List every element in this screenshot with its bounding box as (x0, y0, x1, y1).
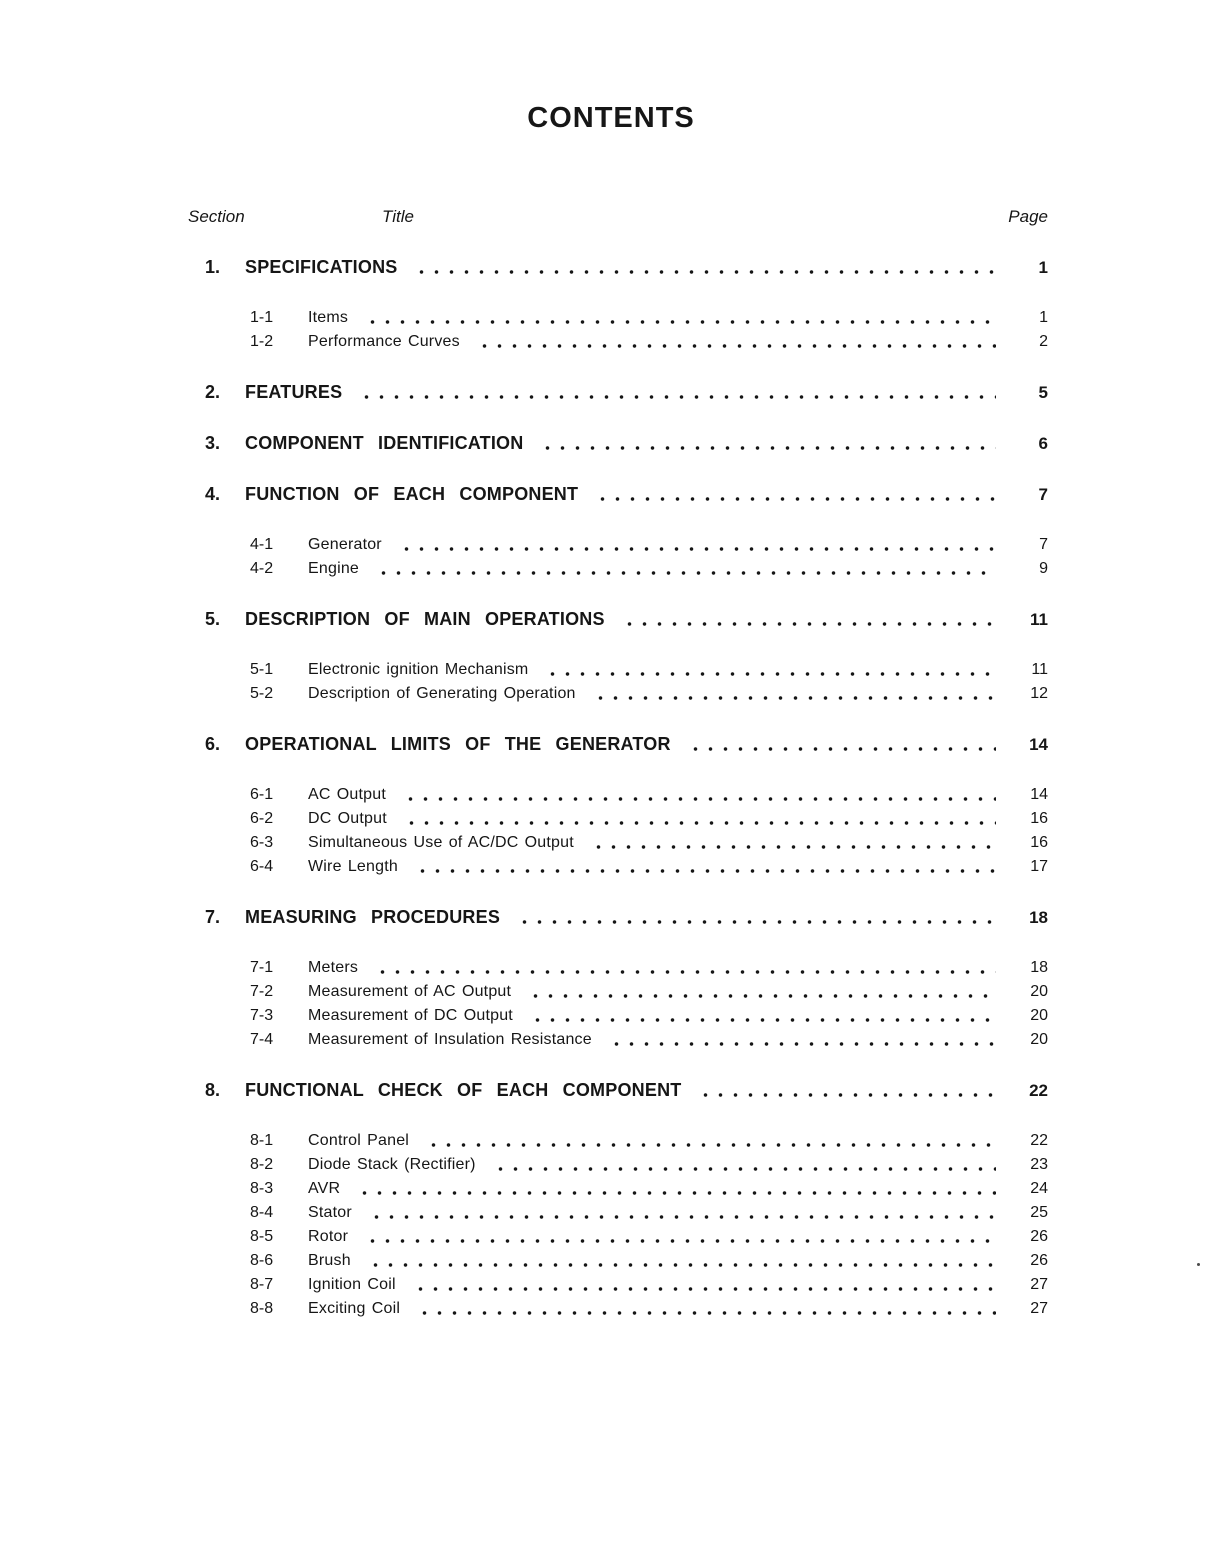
dot-leader (686, 732, 996, 757)
toc-subsection-row (0, 682, 1222, 706)
section-number: 6. (205, 734, 221, 754)
dot-leader (367, 1201, 996, 1225)
dot-leader (620, 607, 996, 632)
subsection-title: Generator (308, 536, 382, 553)
toc-subsection-row (0, 1297, 1222, 1321)
section-title: FUNCTIONAL CHECK OF EACH COMPONENT (245, 1080, 682, 1100)
subsection-number: 8-6 (250, 1252, 274, 1269)
toc-subsection-row (0, 658, 1222, 682)
toc-subsection-row (0, 330, 1222, 354)
subsection-page-number: 14 (1030, 786, 1048, 803)
section-title: OPERATIONAL LIMITS OF THE GENERATOR (245, 734, 671, 754)
section-page-number: 14 (1029, 735, 1048, 754)
section-page-number: 5 (1038, 383, 1048, 402)
toc-subsection-row (0, 956, 1222, 980)
toc-subsection-row (0, 1225, 1222, 1249)
subsection-page-number: 18 (1030, 959, 1048, 976)
toc-subsection-row (0, 1201, 1222, 1225)
subsection-number: 7-3 (250, 1007, 274, 1024)
subsection-title: AVR (308, 1180, 341, 1197)
subsection-page-number: 1 (1039, 309, 1048, 326)
toc-subsection-row (0, 1129, 1222, 1153)
subsection-page-number: 24 (1030, 1180, 1048, 1197)
dot-leader (424, 1129, 996, 1153)
section-number: 3. (205, 433, 221, 453)
section-title: MEASURING PROCEDURES (245, 907, 501, 927)
subsection-page-number: 17 (1030, 858, 1048, 875)
subsection-title: Brush (308, 1252, 351, 1269)
column-header-title: Title (382, 207, 414, 226)
subsection-title: Items (308, 309, 349, 326)
section-number: 5. (205, 609, 221, 629)
subsection-number: 6-2 (250, 810, 274, 827)
column-header-page: Page (1008, 207, 1048, 226)
subsection-number: 7-4 (250, 1031, 274, 1048)
section-number: 7. (205, 907, 221, 927)
dot-leader (415, 1297, 996, 1321)
subsection-page-number: 20 (1030, 1031, 1048, 1048)
subsection-number: 8-2 (250, 1156, 274, 1173)
toc-subsection-row (0, 1153, 1222, 1177)
toc-section-row (0, 905, 1222, 930)
page-title: CONTENTS (527, 102, 695, 134)
subsection-page-number: 27 (1030, 1300, 1048, 1317)
subsection-number: 5-1 (250, 661, 274, 678)
section-number: 4. (205, 484, 221, 504)
subsection-number: 7-1 (250, 959, 274, 976)
subsection-page-number: 27 (1030, 1276, 1048, 1293)
section-title: FEATURES (245, 382, 343, 402)
dot-leader (355, 1177, 996, 1201)
subsection-title: Description of Generating Operation (308, 685, 576, 702)
section-page-number: 6 (1038, 434, 1048, 453)
subsection-page-number: 11 (1031, 661, 1048, 678)
toc-subsection-row (0, 855, 1222, 879)
dot-leader (538, 431, 996, 456)
subsection-title: Measurement of Insulation Resistance (308, 1031, 592, 1048)
subsection-page-number: 22 (1030, 1132, 1048, 1149)
section-page-number: 1 (1038, 258, 1048, 277)
toc-subsection-group (0, 533, 1222, 581)
toc-section-row (0, 1078, 1222, 1103)
dot-leader (374, 557, 996, 581)
dot-leader (696, 1078, 996, 1103)
subsection-page-number: 2 (1039, 333, 1048, 350)
dot-leader (589, 831, 996, 855)
subsection-title: Measurement of DC Output (308, 1007, 513, 1024)
dot-leader (515, 905, 996, 930)
toc-section-row (0, 431, 1222, 456)
dot-leader (366, 1249, 996, 1273)
section-page-number: 11 (1030, 610, 1048, 629)
subsection-title: AC Output (308, 786, 387, 803)
toc-subsection-group (0, 1129, 1222, 1321)
subsection-page-number: 7 (1039, 536, 1048, 553)
subsection-title: Ignition Coil (308, 1276, 396, 1293)
subsection-page-number: 25 (1030, 1204, 1048, 1221)
toc-subsection-row (0, 306, 1222, 330)
toc-subsection-row (0, 831, 1222, 855)
subsection-page-number: 20 (1030, 983, 1048, 1000)
section-title: SPECIFICATIONS (245, 257, 398, 277)
subsection-number: 6-3 (250, 834, 274, 851)
dot-leader (402, 807, 996, 831)
subsection-page-number: 20 (1030, 1007, 1048, 1024)
subsection-page-number: 16 (1030, 810, 1048, 827)
subsection-title: DC Output (308, 810, 387, 827)
toc-section-row (0, 255, 1222, 280)
dot-leader (411, 1273, 996, 1297)
toc-subsection-row (0, 1028, 1222, 1052)
subsection-title: Exciting Coil (308, 1300, 401, 1317)
subsection-page-number: 9 (1039, 560, 1048, 577)
toc-subsection-row (0, 783, 1222, 807)
subsection-number: 5-2 (250, 685, 274, 702)
subsection-page-number: 16 (1030, 834, 1048, 851)
section-title: FUNCTION OF EACH COMPONENT (245, 484, 579, 504)
dot-leader (412, 255, 996, 280)
dot-leader (607, 1028, 996, 1052)
subsection-number: 8-5 (250, 1228, 274, 1245)
toc-subsection-row (0, 557, 1222, 581)
section-title: COMPONENT IDENTIFICATION (245, 433, 524, 453)
section-number: 8. (205, 1080, 221, 1100)
subsection-page-number: 26 (1030, 1228, 1048, 1245)
column-header-section: Section (188, 207, 245, 226)
dot-leader (591, 682, 996, 706)
toc-subsection-group (0, 658, 1222, 706)
subsection-title: Performance Curves (308, 333, 460, 350)
toc-subsection-row (0, 1004, 1222, 1028)
toc-section-row (0, 732, 1222, 757)
section-number: 2. (205, 382, 221, 402)
subsection-title: Diode Stack (Rectifier) (308, 1156, 476, 1173)
subsection-title: Rotor (308, 1228, 349, 1245)
subsection-page-number: 23 (1030, 1156, 1048, 1173)
subsection-number: 8-4 (250, 1204, 274, 1221)
subsection-number: 8-7 (250, 1276, 274, 1293)
toc-subsection-group (0, 783, 1222, 879)
subsection-number: 7-2 (250, 983, 274, 1000)
dot-leader (363, 306, 996, 330)
toc-subsection-row (0, 1249, 1222, 1273)
dot-leader (357, 380, 996, 405)
subsection-title: Engine (308, 560, 360, 577)
subsection-number: 6-1 (250, 786, 274, 803)
section-number: 1. (205, 257, 221, 277)
dot-leader (373, 956, 996, 980)
subsection-number: 1-1 (250, 309, 274, 326)
subsection-title: Control Panel (308, 1132, 410, 1149)
toc-subsection-row (0, 980, 1222, 1004)
subsection-number: 1-2 (250, 333, 274, 350)
toc-subsection-row (0, 533, 1222, 557)
toc-subsection-row (0, 807, 1222, 831)
column-headers (0, 205, 1222, 229)
section-page-number: 18 (1029, 908, 1048, 927)
subsection-title: Simultaneous Use of AC/DC Output (308, 834, 574, 851)
scan-speck-artifact (1197, 1263, 1200, 1266)
dot-leader (401, 783, 996, 807)
dot-leader (397, 533, 996, 557)
subsection-page-number: 26 (1030, 1252, 1048, 1269)
toc-section-row (0, 607, 1222, 632)
subsection-title: Stator (308, 1204, 352, 1221)
dot-leader (491, 1153, 996, 1177)
toc-section-row (0, 380, 1222, 405)
subsection-title: Meters (308, 959, 359, 976)
toc-subsection-row (0, 1177, 1222, 1201)
section-page-number: 22 (1029, 1081, 1048, 1100)
dot-leader (593, 482, 996, 507)
subsection-number: 6-4 (250, 858, 274, 875)
dot-leader (475, 330, 996, 354)
subsection-number: 8-1 (250, 1132, 274, 1149)
toc-subsection-group (0, 306, 1222, 354)
subsection-number: 4-2 (250, 560, 274, 577)
subsection-title: Electronic ignition Mechanism (308, 661, 529, 678)
toc-subsection-group (0, 956, 1222, 1052)
subsection-title: Measurement of AC Output (308, 983, 512, 1000)
section-page-number: 7 (1038, 485, 1048, 504)
subsection-number: 8-3 (250, 1180, 274, 1197)
dot-leader (413, 855, 996, 879)
toc-subsection-row (0, 1273, 1222, 1297)
toc-section-row (0, 482, 1222, 507)
subsection-page-number: 12 (1030, 685, 1048, 702)
subsection-number: 4-1 (250, 536, 274, 553)
dot-leader (526, 980, 996, 1004)
subsection-title: Wire Length (308, 858, 398, 875)
table-of-contents (0, 229, 1222, 1321)
dot-leader (528, 1004, 996, 1028)
dot-leader (363, 1225, 996, 1249)
section-title: DESCRIPTION OF MAIN OPERATIONS (245, 609, 605, 629)
subsection-number: 8-8 (250, 1300, 274, 1317)
dot-leader (543, 658, 996, 682)
